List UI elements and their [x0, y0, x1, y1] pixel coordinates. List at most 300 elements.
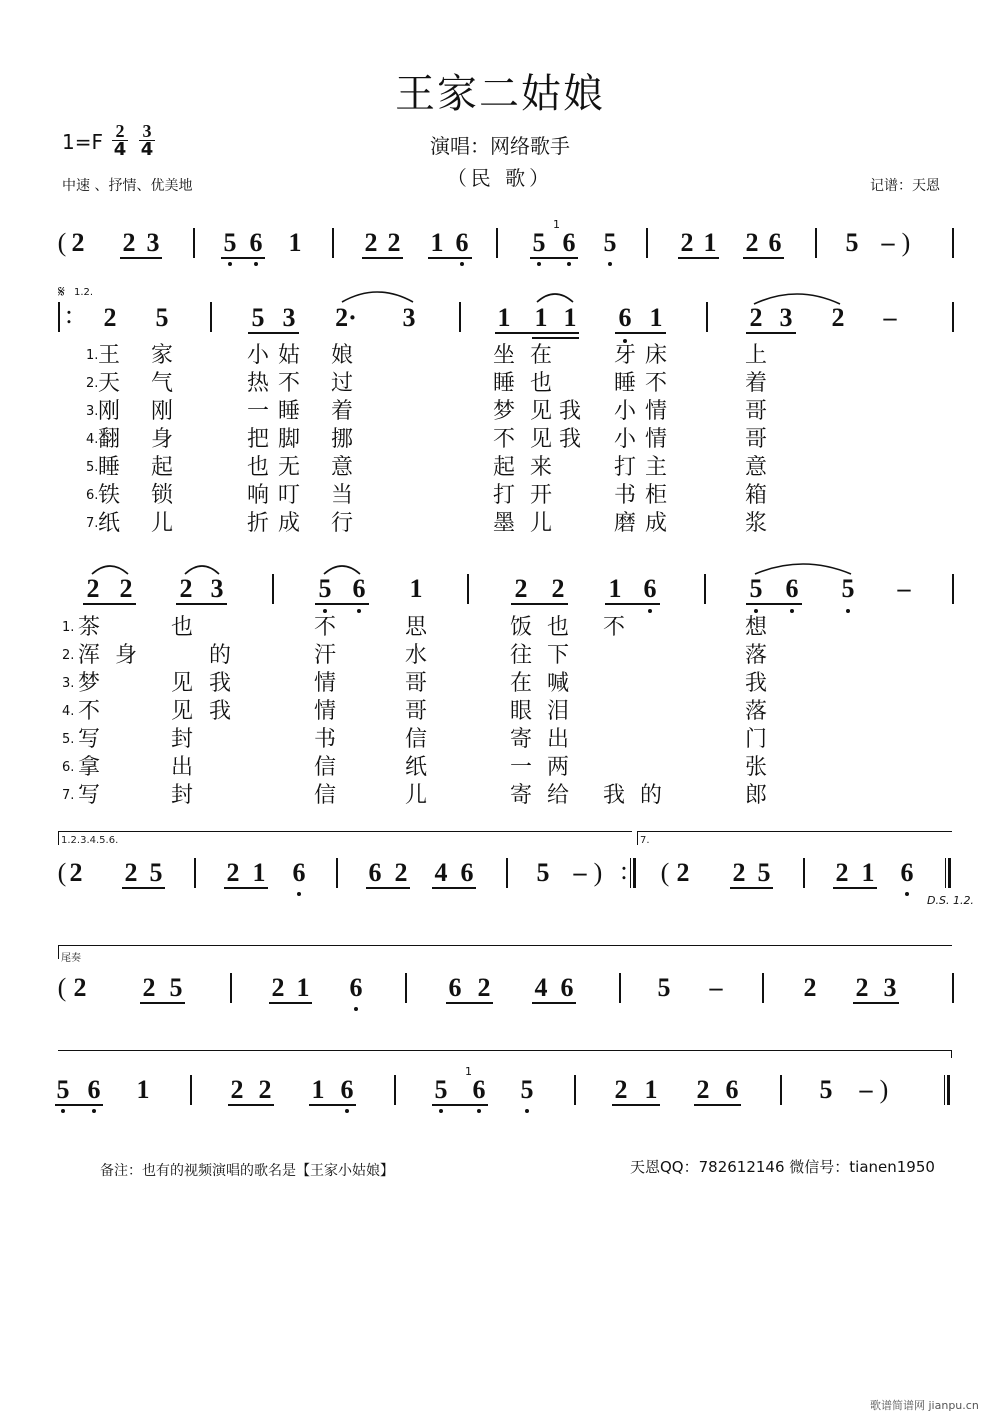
note: 6 — [292, 858, 306, 887]
lyric-syllable: 眼 — [509, 699, 533, 724]
note: 2 — [803, 973, 817, 1002]
verse-number: 6. — [62, 760, 75, 775]
note: 5 — [749, 574, 763, 603]
lyric-syllable: 打 — [492, 483, 516, 508]
lyric-syllable: 汗 — [313, 643, 337, 668]
volta-bracket-edge — [637, 831, 638, 845]
lyric-syllable: 拿 — [77, 755, 101, 780]
lyric-syllable: 我 — [744, 671, 768, 696]
grace-note: 1 — [465, 1065, 472, 1078]
lyric-syllable: 着 — [744, 371, 768, 396]
verse-number: 4. — [86, 432, 99, 447]
barline — [506, 858, 508, 888]
lyric-syllable: 刚 — [97, 399, 121, 424]
verse-number: 3. — [62, 676, 75, 691]
lyric-syllable: 落 — [744, 699, 768, 724]
eighth-beam — [248, 332, 299, 334]
eighth-beam — [366, 887, 410, 889]
note: 2 — [142, 973, 156, 1002]
repeat-end-thin — [630, 858, 631, 888]
verse-number: 7. — [62, 788, 75, 803]
lyric-syllable: 娘 — [330, 343, 354, 368]
lyric-syllable: 出 — [170, 755, 194, 780]
eighth-beam — [833, 887, 877, 889]
note: 2 — [86, 574, 100, 603]
eighth-beam — [530, 257, 578, 259]
note: 3 — [146, 228, 160, 257]
lyric-syllable: 小 — [613, 399, 637, 424]
note: 2 — [394, 858, 408, 887]
lyric-syllable: 寄 — [509, 727, 533, 752]
dash: – — [897, 574, 911, 603]
lyric-syllable: 不 — [644, 371, 668, 396]
lyric-syllable: 我 — [558, 399, 582, 424]
note: 2 — [831, 303, 845, 332]
watermark: 歌谱简谱网 jianpu.cn — [870, 1399, 979, 1412]
volta-label-2: 7. — [640, 835, 650, 846]
song-title: 王家二姑娘 — [395, 71, 605, 117]
note: 1 — [409, 574, 423, 603]
eighth-beam — [853, 1002, 899, 1004]
note: 1 — [497, 303, 511, 332]
lyric-syllable: 行 — [330, 511, 354, 536]
lyric-syllable: 牙 — [613, 343, 637, 368]
key-signature: 1=F — [62, 130, 103, 154]
lyric-syllable: 张 — [744, 755, 768, 780]
note: 5 — [56, 1075, 70, 1104]
eighth-beam — [746, 332, 796, 334]
coda-bracket-edge — [58, 945, 59, 959]
tempo-marking: 中速 、抒情、优美地 — [62, 178, 193, 194]
dash: – — [709, 973, 723, 1002]
note: 5 — [149, 858, 163, 887]
lyric-syllable: 姑 — [277, 343, 301, 368]
note: 5 — [318, 574, 332, 603]
note: 5 — [845, 228, 859, 257]
lyric-syllable: 饭 — [509, 615, 533, 640]
note: 2 — [676, 858, 690, 887]
low-octave-dot — [354, 1007, 358, 1011]
lyric-syllable: 折 — [246, 511, 270, 536]
lyric-syllable: 柜 — [644, 483, 668, 508]
tie-slur — [340, 288, 415, 304]
lyric-syllable: 也 — [546, 615, 570, 640]
low-octave-dot — [323, 609, 327, 613]
barline — [706, 302, 708, 332]
lyric-syllable: 起 — [150, 455, 174, 480]
lyric-syllable: 封 — [170, 783, 194, 808]
note: 3 — [402, 303, 416, 332]
footer-contact: 天恩QQ：782612146 微信号：tianen1950 — [630, 1158, 935, 1176]
close-paren: ) — [879, 1075, 889, 1104]
low-octave-dot — [477, 1109, 481, 1113]
note: 5 — [536, 858, 550, 887]
lyric-syllable: 不 — [277, 371, 301, 396]
lyric-syllable: 意 — [744, 455, 768, 480]
eighth-beam — [428, 257, 472, 259]
verse-number: 2. — [62, 648, 75, 663]
lyric-syllable: 见 — [529, 427, 553, 452]
note: 4 — [434, 858, 448, 887]
note: 2 — [749, 303, 763, 332]
barline — [272, 574, 274, 604]
tie-slur — [90, 562, 130, 576]
low-octave-dot — [754, 609, 758, 613]
lyric-syllable: 在 — [529, 343, 553, 368]
lyric-syllable: 纸 — [97, 511, 121, 536]
lyric-syllable: 家 — [150, 343, 174, 368]
lyric-syllable: 我 — [558, 427, 582, 452]
note: 2 — [226, 858, 240, 887]
note: 6 — [785, 574, 799, 603]
barline — [803, 858, 805, 888]
note: 6 — [460, 858, 474, 887]
lyric-syllable: 梦 — [492, 399, 516, 424]
lyric-syllable: 挪 — [330, 427, 354, 452]
lyric-syllable: 小 — [613, 427, 637, 452]
lyric-syllable: 郎 — [744, 783, 768, 808]
barline — [467, 574, 469, 604]
lyric-syllable: 两 — [546, 755, 570, 780]
lyric-syllable: 见 — [170, 671, 194, 696]
note: 6 — [455, 228, 469, 257]
barline — [459, 302, 461, 332]
dash: – — [883, 303, 897, 332]
note: 2 — [732, 858, 746, 887]
lyric-syllable: 当 — [330, 483, 354, 508]
singer-credit: 演唱：网络歌手 — [430, 134, 570, 158]
note: 2 — [119, 574, 133, 603]
ts-numerator: 2 — [112, 122, 128, 141]
dash: – — [859, 1075, 873, 1104]
barline — [496, 228, 498, 258]
low-octave-dot — [525, 1109, 529, 1113]
eighth-beam — [221, 257, 265, 259]
lyric-syllable: 身 — [114, 643, 138, 668]
note: 2 — [124, 858, 138, 887]
note: 6 — [87, 1075, 101, 1104]
note: 3 — [282, 303, 296, 332]
repeat-start-thick — [58, 302, 60, 332]
note: 2 — [835, 858, 849, 887]
coda-bracket — [58, 1050, 952, 1051]
verse-number: 5. — [62, 732, 75, 747]
note: 5 — [532, 228, 546, 257]
note: 5 — [251, 303, 265, 332]
eighth-beam — [315, 603, 369, 605]
note: 2· — [335, 303, 357, 332]
lyric-syllable: 一 — [246, 399, 270, 424]
open-paren: ( — [57, 228, 67, 257]
note: 5 — [520, 1075, 534, 1104]
note: 6 — [249, 228, 263, 257]
low-octave-dot — [61, 1109, 65, 1113]
lyric-syllable: 哥 — [404, 671, 428, 696]
eighth-beam — [511, 603, 568, 605]
tie-slur — [322, 562, 362, 576]
eighth-beam — [605, 603, 660, 605]
lyric-syllable: 我 — [208, 699, 232, 724]
lyric-syllable: 不 — [492, 427, 516, 452]
lyric-syllable: 刚 — [150, 399, 174, 424]
low-octave-dot — [905, 892, 909, 896]
note: 2 — [387, 228, 401, 257]
lyric-syllable: 铁 — [97, 483, 121, 508]
lyric-syllable: 见 — [529, 399, 553, 424]
low-octave-dot — [648, 609, 652, 613]
note: 5 — [603, 228, 617, 257]
lyric-syllable: 主 — [644, 455, 668, 480]
lyric-syllable: 信 — [313, 783, 337, 808]
note: 2 — [179, 574, 193, 603]
eighth-beam — [432, 887, 476, 889]
lyric-syllable: 想 — [744, 615, 768, 640]
note: 5 — [155, 303, 169, 332]
note: 6 — [562, 228, 576, 257]
note: 2 — [745, 228, 759, 257]
note: 4 — [534, 973, 548, 1002]
barline — [762, 973, 764, 1003]
lyric-syllable: 落 — [744, 643, 768, 668]
verse-number: 1. — [86, 348, 99, 363]
volta-bracket-edge — [58, 831, 59, 845]
tie-slur — [752, 290, 842, 306]
lyric-syllable: 水 — [404, 643, 428, 668]
eighth-beam — [694, 1104, 741, 1106]
lyric-syllable: 翻 — [97, 427, 121, 452]
lyric-syllable: 不 — [77, 699, 101, 724]
eighth-beam — [120, 257, 162, 259]
note: 2 — [258, 1075, 272, 1104]
note: 6 — [900, 858, 914, 887]
note: 3 — [779, 303, 793, 332]
lyric-syllable: 意 — [330, 455, 354, 480]
note: 1 — [644, 1075, 658, 1104]
lyric-syllable: 情 — [644, 399, 668, 424]
note: 6 — [352, 574, 366, 603]
barline — [210, 302, 212, 332]
lyric-syllable: 过 — [330, 371, 354, 396]
note: 2 — [514, 574, 528, 603]
barline — [646, 228, 648, 258]
lyric-syllable: 往 — [509, 643, 533, 668]
lyric-syllable: 寄 — [509, 783, 533, 808]
lyric-syllable: 茶 — [77, 615, 101, 640]
low-octave-dot — [345, 1109, 349, 1113]
lyric-syllable: 睡 — [277, 399, 301, 424]
lyric-syllable: 封 — [170, 727, 194, 752]
eighth-beam — [55, 1104, 103, 1106]
lyric-syllable: 下 — [546, 643, 570, 668]
lyric-syllable: 浆 — [744, 511, 768, 536]
lyric-syllable: 无 — [277, 455, 301, 480]
tie-slur — [535, 290, 575, 304]
lyric-syllable: 一 — [509, 755, 533, 780]
barline — [952, 574, 954, 604]
note: 1 — [296, 973, 310, 1002]
lyric-syllable: 上 — [744, 343, 768, 368]
note: 1 — [534, 303, 548, 332]
lyric-syllable: 把 — [246, 427, 270, 452]
barline — [394, 1075, 396, 1105]
lyric-syllable: 出 — [546, 727, 570, 752]
lyric-syllable: 天 — [97, 371, 121, 396]
tie-slur — [183, 562, 221, 576]
note: 6 — [643, 574, 657, 603]
ds-marking: D.S. 1.2. — [927, 894, 974, 907]
note: 1 — [430, 228, 444, 257]
note: 2 — [680, 228, 694, 257]
eighth-beam — [495, 332, 579, 334]
lyric-syllable: 写 — [77, 783, 101, 808]
barline — [815, 228, 817, 258]
low-octave-dot — [439, 1109, 443, 1113]
eighth-beam — [122, 887, 165, 889]
open-paren: ( — [57, 973, 67, 1002]
lyric-syllable: 小 — [246, 343, 270, 368]
note: 6 — [725, 1075, 739, 1104]
transcriber-credit: 记谱：天恩 — [870, 178, 940, 194]
low-octave-dot — [608, 262, 612, 266]
lyric-syllable: 情 — [644, 427, 668, 452]
eighth-beam — [743, 257, 784, 259]
lyric-syllable: 打 — [613, 455, 637, 480]
verse-number: 1. — [62, 620, 75, 635]
repeat-end-thick — [633, 858, 636, 888]
lyric-syllable: 气 — [150, 371, 174, 396]
lyric-syllable: 不 — [602, 615, 626, 640]
barline — [780, 1075, 782, 1105]
note: 6 — [340, 1075, 354, 1104]
eighth-beam — [678, 257, 719, 259]
note: 1 — [252, 858, 266, 887]
lyric-syllable: 墨 — [492, 511, 516, 536]
note: 6 — [349, 973, 363, 1002]
note: 5 — [657, 973, 671, 1002]
low-octave-dot — [460, 262, 464, 266]
lyric-syllable: 我 — [602, 783, 626, 808]
note: 2 — [122, 228, 136, 257]
lyric-syllable: 热 — [246, 371, 270, 396]
dash: – — [573, 858, 587, 887]
barline — [336, 858, 338, 888]
lyric-syllable: 锁 — [150, 483, 174, 508]
lyric-syllable: 信 — [313, 755, 337, 780]
lyric-syllable: 我 — [208, 671, 232, 696]
lyric-syllable: 来 — [529, 455, 553, 480]
lyric-syllable: 门 — [744, 727, 768, 752]
lyric-syllable: 不 — [313, 615, 337, 640]
segno-icon: 𝄋 — [58, 282, 65, 301]
eighth-beam — [224, 887, 268, 889]
note: 2 — [73, 973, 87, 1002]
barline — [193, 228, 195, 258]
low-octave-dot — [254, 262, 258, 266]
note: 5 — [169, 973, 183, 1002]
lyric-syllable: 也 — [529, 371, 553, 396]
eighth-beam — [228, 1104, 274, 1106]
note: 6 — [448, 973, 462, 1002]
note: 2 — [696, 1075, 710, 1104]
note: 1 — [136, 1075, 150, 1104]
note: 2 — [71, 228, 85, 257]
barline — [194, 858, 196, 888]
lyric-syllable: 坐 — [492, 343, 516, 368]
coda-bracket-edge — [951, 1050, 952, 1058]
volta-bracket-1 — [58, 831, 632, 832]
eighth-beam — [746, 603, 802, 605]
lyric-syllable: 睡 — [492, 371, 516, 396]
note: 2 — [69, 858, 83, 887]
note: 2 — [614, 1075, 628, 1104]
barline — [230, 973, 232, 1003]
low-octave-dot — [537, 262, 541, 266]
verse-number: 5. — [86, 460, 99, 475]
sixteenth-beam — [532, 337, 579, 339]
lyric-syllable: 梦 — [77, 671, 101, 696]
lyric-syllable: 也 — [170, 615, 194, 640]
eighth-beam — [269, 1002, 312, 1004]
note: 2 — [271, 973, 285, 1002]
close-paren: ) — [593, 858, 603, 887]
low-octave-dot — [846, 609, 850, 613]
lyric-syllable: 书 — [613, 483, 637, 508]
lyric-syllable: 纸 — [404, 755, 428, 780]
lyric-syllable: 书 — [313, 727, 337, 752]
lyric-syllable: 哥 — [744, 427, 768, 452]
barline — [332, 228, 334, 258]
note: 1 — [649, 303, 663, 332]
note: 6 — [472, 1075, 486, 1104]
note: 2 — [477, 973, 491, 1002]
eighth-beam — [83, 603, 136, 605]
eighth-beam — [615, 332, 666, 334]
lyric-syllable: 床 — [644, 343, 668, 368]
barline — [574, 1075, 576, 1105]
lyric-syllable: 着 — [330, 399, 354, 424]
lyric-syllable: 的 — [639, 783, 663, 808]
note: 2 — [364, 228, 378, 257]
note: 3 — [210, 574, 224, 603]
final-barline-thin — [944, 1075, 945, 1105]
lyric-syllable: 儿 — [404, 783, 428, 808]
final-barline-thick — [947, 1075, 950, 1105]
note: 2 — [230, 1075, 244, 1104]
lyric-syllable: 磨 — [613, 511, 637, 536]
lyric-syllable: 给 — [546, 783, 570, 808]
note: 6 — [368, 858, 382, 887]
barline — [952, 973, 954, 1003]
lyric-syllable: 情 — [313, 699, 337, 724]
low-octave-dot — [228, 262, 232, 266]
eighth-beam — [140, 1002, 185, 1004]
verse-number: 2. — [86, 376, 99, 391]
note: 6 — [768, 228, 782, 257]
note: 6 — [618, 303, 632, 332]
barline — [619, 973, 621, 1003]
lyric-syllable: 开 — [529, 483, 553, 508]
barline — [952, 302, 954, 332]
low-octave-dot — [92, 1109, 96, 1113]
ts-denominator: 4 — [140, 139, 154, 160]
note: 1 — [288, 228, 302, 257]
lyric-syllable: 在 — [509, 671, 533, 696]
final-barline-thick — [948, 858, 951, 888]
lyric-syllable: 哥 — [404, 699, 428, 724]
low-octave-dot — [567, 262, 571, 266]
verse-number: 3. — [86, 404, 99, 419]
lyric-syllable: 情 — [313, 671, 337, 696]
